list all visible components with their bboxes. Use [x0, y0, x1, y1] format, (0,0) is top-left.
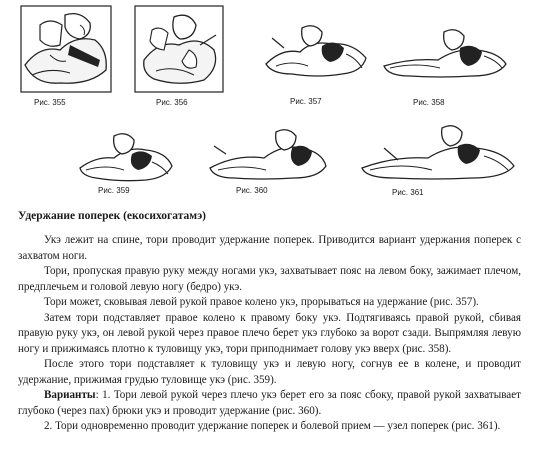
judo-hold-illustration — [76, 128, 176, 184]
illustration-strip — [0, 0, 541, 200]
paragraph: Затем тори подставляет правое колено к правому боку укэ. Подтягиваясь правой рукой, сбивая правую руку укэ, он левой рукой через правое плечо берет укэ глубоко за ворот сзади. Выпрямляя левую ногу и прижимаясь плотно к туловищу укэ, тори приподнимает голову укэ вверх (рис. 358). — [18, 311, 521, 355]
paragraph: Тори может, сковывая левой рукой правое колено укэ, прорываться на удержание (рис. 357). — [44, 296, 479, 308]
figure-360 — [206, 124, 330, 184]
figure-358 — [380, 22, 510, 80]
judo-hold-illustration — [20, 5, 112, 93]
judo-hold-illustration — [358, 120, 518, 184]
figure-355 — [20, 5, 112, 93]
section-heading: Удержание поперек (екосихогатамэ) — [18, 210, 207, 222]
figure-358-caption: Рис. 358 — [413, 98, 445, 107]
figure-355-caption: Рис. 355 — [34, 98, 66, 107]
figure-361 — [358, 120, 518, 184]
judo-hold-illustration — [206, 124, 330, 184]
variants-paragraph — [18, 388, 521, 419]
figure-356-caption: Рис. 356 — [156, 98, 188, 107]
paragraph: После этого тори подставляет к туловищу укэ и левую ногу, согнув ее в колене, и проводит удержание, прижимая грудью туловище укэ (рис. 359). — [18, 358, 521, 386]
figure-357-caption: Рис. 357 — [290, 97, 322, 106]
body-text — [18, 233, 521, 435]
figure-361-caption: Рис. 361 — [392, 188, 424, 197]
judo-hold-illustration — [262, 18, 370, 80]
judo-hold-illustration — [380, 22, 510, 80]
variants-label: Варианты — [44, 389, 96, 401]
judo-hold-illustration — [134, 5, 224, 93]
variant-1-text: : 1. Тори левой рукой через плечо укэ берет его за пояс сбоку, правой рукой захватывает глубоко (через пах) брюки укэ и проводит удержание (рис. 360). — [18, 389, 521, 417]
figure-360-caption: Рис. 360 — [236, 186, 268, 195]
figure-356 — [134, 5, 224, 93]
variant-2-paragraph: 2. Тори одновременно проводит удержание поперек и болевой прием — узел поперек (рис. 361). — [44, 420, 501, 432]
figure-357 — [262, 18, 370, 80]
paragraph: Укэ лежит на спине, тори проводит удержание поперек. Приводится вариант удержания поперек с захватом ноги. — [18, 234, 521, 262]
paragraph: Тори, пропуская правую руку между ногами укэ, захватывает пояс на левом боку, зажимает плечом, предплечьем и головой левую ногу (бедро) укэ. — [18, 265, 521, 293]
figure-359-caption: Рис. 359 — [98, 186, 130, 195]
figure-359 — [76, 128, 176, 184]
